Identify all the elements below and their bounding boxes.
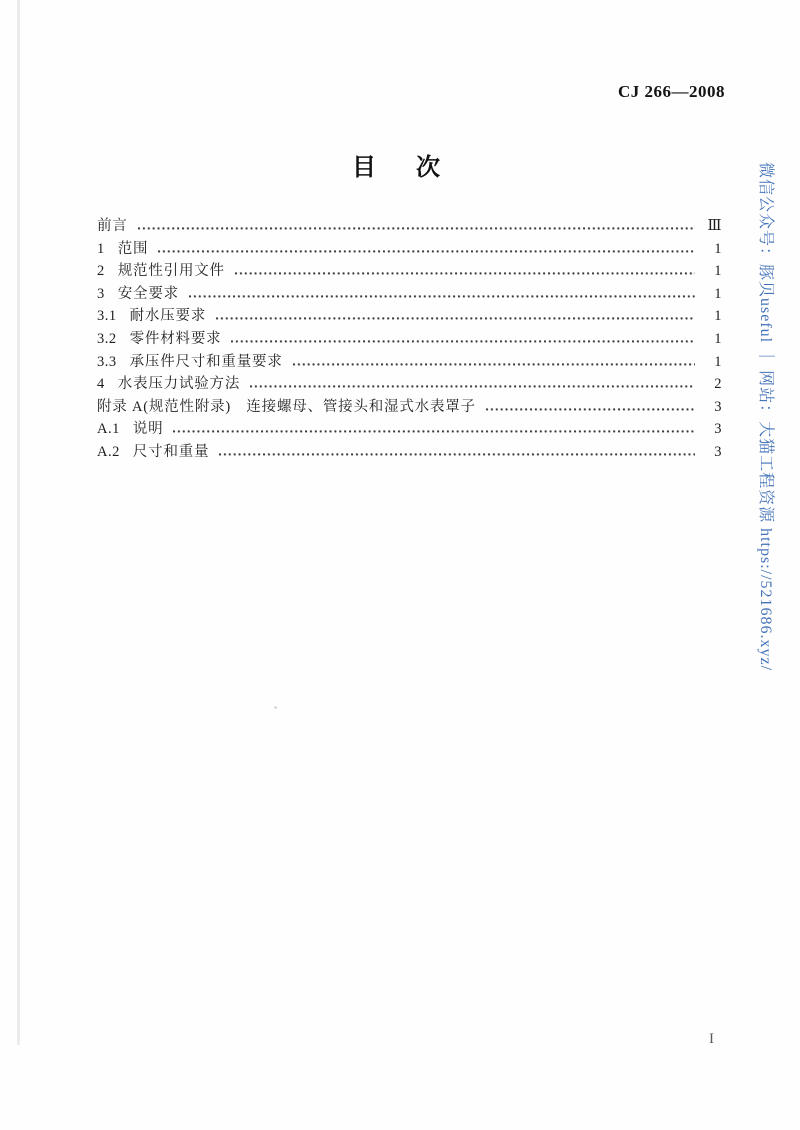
toc-entry-label: 零件材料要求 [129, 330, 222, 347]
toc-entry-appendix-a [97, 395, 722, 418]
toc-entry-water-pressure [97, 304, 722, 327]
standard-code: CJ 266—2008 [617, 82, 725, 101]
toc-entry-label: 承压件尺寸和重量要求 [129, 353, 283, 370]
toc-entry-foreword [97, 214, 722, 237]
toc-entry-page: 1 [714, 353, 722, 370]
scan-speck-artifact [274, 706, 277, 709]
toc-entry-page: 2 [714, 376, 722, 393]
dot-leader [292, 363, 695, 366]
table-of-contents [97, 214, 722, 463]
toc-entry-label: 范围 [117, 240, 149, 257]
toc-entry-number: 3.3 [97, 353, 117, 370]
dot-leader [230, 340, 695, 343]
toc-entry-test-method [97, 372, 722, 395]
toc-entry-label: 耐水压要求 [129, 308, 207, 325]
toc-entry-page: 1 [714, 330, 722, 347]
dot-leader [157, 250, 695, 253]
toc-entry-page: Ⅲ [707, 218, 722, 234]
toc-entry-number: 2 [97, 263, 105, 280]
toc-entry-number: 3 [97, 285, 105, 302]
toc-entry-page: 1 [714, 263, 722, 280]
toc-entry-page: 3 [714, 398, 722, 415]
toc-entry-page: 1 [714, 285, 722, 302]
toc-entry-number: 4 [97, 376, 105, 393]
toc-entry-safety-requirements [97, 282, 722, 305]
toc-entry-normative-references [97, 259, 722, 282]
toc-entry-label: 说明 [132, 421, 164, 438]
dot-leader [249, 385, 695, 388]
toc-entry-label: 规范性引用文件 [117, 263, 225, 280]
toc-entry-number: A.1 [97, 421, 120, 438]
toc-entry-label: 安全要求 [117, 285, 179, 302]
toc-entry-label: 前言 [97, 218, 128, 234]
dot-leader [234, 272, 695, 275]
toc-entry-page: 1 [714, 308, 722, 325]
toc-entry-number: 3.1 [97, 308, 117, 325]
toc-entry-a2-size-weight [97, 440, 722, 463]
footer-page-number: I [709, 1031, 714, 1047]
toc-entry-label: 附录 A(规范性附录) 连接螺母、管接头和湿式水表罩子 [97, 398, 476, 415]
toc-entry-part-material [97, 327, 722, 350]
dot-leader [172, 430, 695, 433]
toc-entry-label: 水表压力试验方法 [117, 376, 241, 393]
toc-entry-page: 3 [714, 421, 722, 438]
dot-leader [137, 227, 695, 230]
watermark-text: 微信公众号：豚贝useful ｜ 网站：大猫工程资源 https://521686.xyz/ [757, 162, 774, 672]
toc-entry-number: 1 [97, 240, 105, 257]
toc-entry-number: 3.2 [97, 330, 117, 347]
dot-leader [485, 408, 695, 411]
toc-entry-page: 1 [714, 240, 722, 257]
toc-entry-number: A.2 [97, 443, 120, 460]
toc-entry-pressure-part-size [97, 350, 722, 373]
toc-entry-page: 3 [714, 443, 722, 460]
toc-entry-scope [97, 237, 722, 260]
dot-leader [218, 453, 695, 456]
toc-entry-a1-explanation [97, 417, 722, 440]
dot-leader [188, 295, 695, 298]
dot-leader [215, 317, 695, 320]
page-title: 目 次 [352, 155, 448, 181]
toc-entry-label: 尺寸和重量 [132, 443, 210, 460]
